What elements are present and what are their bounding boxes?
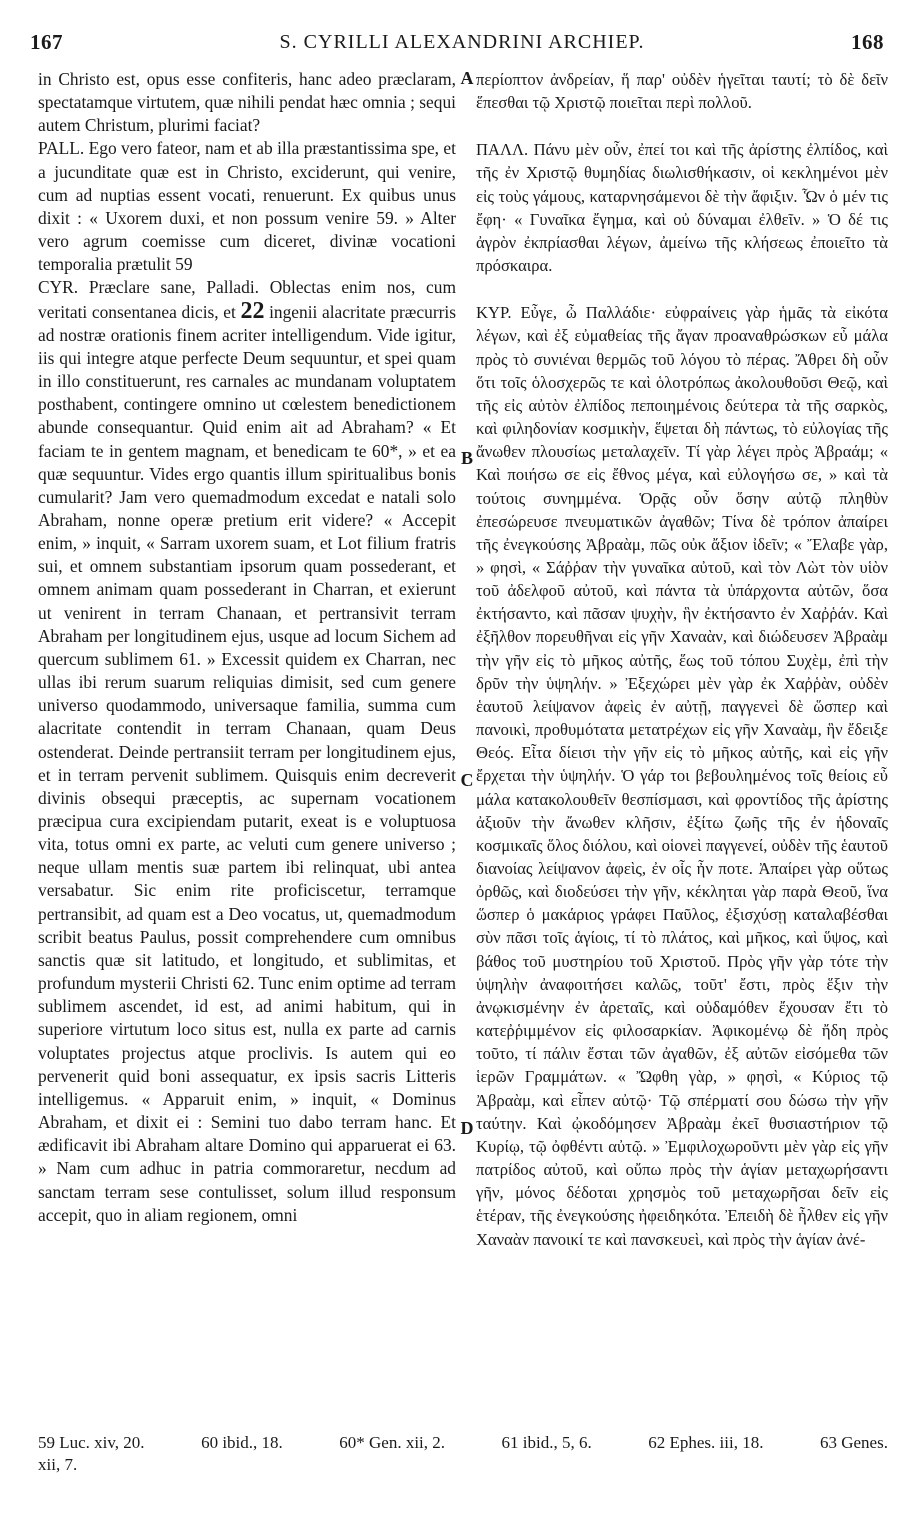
footnote-63: 63 Genes. — [819, 1433, 888, 1452]
page-number-right: 168 — [851, 30, 884, 54]
footnote-59: 59 Luc. xiv, 20. — [38, 1433, 145, 1452]
latin-paragraph-2: PALL. Ego vero fateor, nam et ab illa præstantissima spe, et a jucunditate quæ est in Christo, exciderunt, qui venire, cum ad nuptias essent vocati, renuerunt. Ex quibus unus dixit : « Uxorem duxi, et non possum venire 59. » Alter vero agrum coemisse cum diceret, divinæ vocationi temporalia prætulit 59 — [38, 138, 456, 275]
latin-paragraph-3 — [38, 276, 456, 1226]
margin-letter-d: D — [460, 1118, 474, 1138]
footnote-line-2: xii, 7. — [38, 1455, 78, 1474]
footnote-60-star: 60* Gen. xii, 2. — [339, 1433, 446, 1452]
footnote-60: 60 ibid., 18. — [201, 1433, 283, 1452]
footnote-61: 61 ibid., 5, 6. — [501, 1433, 592, 1452]
greek-paragraph-2: ΠΑΛΛ. Πάνυ μὲν οὖν, ἐπεί τοι καὶ τῆς ἀρίστης ἐλπίδος, καὶ τῆς ἐν Χριστῷ θυμηδίας διωλισθήκασιν, οἱ κεκλημένοι μὲν εἰς τοὺς γάμους, καταρνησάμενοι δὲ τὴν ἄφιξιν. Ὧν ὁ μέν τις ἔφη· « Γυναῖκα ἔγημα, καὶ οὐ δύναμαι ἐλθεῖν. » Ὁ δέ τις ἀγρὸν ἐκπρίασθαι λέγων, ἀμείνω τῆς κλήσεως ἐποιεῖτο τὰ πρόσκαιρα. — [476, 140, 888, 276]
margin-letter-a: A — [460, 68, 474, 88]
footnote-line-1 — [38, 1432, 888, 1454]
greek-column — [476, 68, 888, 1251]
footnotes — [38, 1432, 888, 1476]
page-number-left: 167 — [30, 30, 63, 54]
greek-paragraph-1: περίοπτον ἀνδρείαν, ἥ παρ' οὐδὲν ἡγεῖται ταυτί; τὸ δὲ δεῖν ἕπεσθαι τῷ Χριστῷ ποιεῖται περὶ πολλοῦ. — [476, 70, 888, 113]
column-number: 22 — [240, 297, 265, 324]
footnote-62: 62 Ephes. iii, 18. — [648, 1433, 764, 1452]
latin-paragraph-1: in Christo est, opus esse confiteris, hanc adeo præclaram, spectatamque virtutem, quæ nihili pendat hæc omnia ; sequi autem Christum, plurimi faciat? — [38, 69, 456, 136]
margin-letter-b: B — [460, 448, 473, 468]
greek-paragraph-3: ΚΥΡ. Εὖγε, ὦ Παλλάδιε· εὐφραίνεις γὰρ ἡμᾶς τὰ εἰκότα λέγων, καὶ ἐξ εὐμαθείας τῆς ἄγαν προαναθρώσκων εὖ μάλα πρὸς τὸ συνιέναι θερμῶς τοῦ λόγου τὸ πέρας. Ἄθρει δὴ οὖν ὅτι τοῖς ὁλοσχερῶς τε καὶ ὁλοτρόπως ἀκολουθοῦσι Θεῷ, καὶ τῆς εἰς αὐτὸν ἐλπίδος πεποιημένοις δεύτερα τὰ τῆς σαρκὸς, καὶ φιληδονίαν κοσμικὴν, ἕψεται δὴ πάντως, τὸ εὐλογίας τῆς ἄνωθεν πλουσίως μεταλαχεῖν. Τί γὰρ λέγει πρὸς Ἀβραάμ; « Καὶ ποιήσω σε εἰς ἔθνος μέγα, καὶ εὐλογήσω σε, » καὶ τὰ τούτοις συνημμένα. Ὁρᾷς οὖν ὅσην αὐτῷ πληθὺν ἐπεσώρευσε πνευματικῶν ἀγαθῶν; Τίνα δὲ τρόπον ἀπαίρει τῆς ἐνεγκούσης Ἀβραὰμ, πῶς οὐκ ἄξιον ἰδεῖν; « Ἔλαβε γὰρ, » φησὶ, « Σάῤῥαν τὴν γυναῖκα αὐτοῦ, καὶ τὸν Λὼτ τὸν υἱὸν τοῦ ἀδελφοῦ αὐτοῦ, καὶ πάντα τὰ ὑπάρχοντα αὐτῶν, ὅσα ἐκτήσαντο, καὶ πᾶσαν ψυχὴν, ἣν ἐκτήσαντο ἐν Χαῤῥάν. Καὶ ἐξῆλθον πορευθῆναι εἰς γῆν Χαναὰν, καὶ διώδευσεν Ἀβραὰμ τὴν γῆν εἰς τὸ μῆκος αὐτῆς, ἕως τοῦ τόπου Συχὲμ, ἐπὶ τὴν δρῦν τὴν ὑψηλήν. » Ἐξεχώρει μὲν γὰρ ἐκ Χαῤῥὰν, οὐδὲν ἑαυτοῦ λείψανον ἀφεὶς ἐν αὐτῇ, παγγενεὶ δὲ ὥσπερ καὶ πανοικὶ, προθυμότατα μετατρέχων εἰς γῆν Χαναὰμ, ἣν ἔδειξε Θεός. Εἶτα δίεισι τὴν γῆν εἰς τὸ μῆκος αὐτῆς, καὶ εἰς γῆν ἔρχεται τὴν ὑψηλήν. Ὁ γάρ τοι βεβουλημένος τοῖς θείοις εὖ μάλα κατακολουθεῖν θεσπίσμασι, καὶ φροντίδος τῆς ἀρίστης ἀξιοῦν τὴν ἄνωθεν κλῆσιν, ἐξίτω ζωῆς τῆς ἐν ἡδοναῖς κοσμικαῖς ὅλος διόλου, καὶ οἱονεὶ παγγενεί, οὐδὲν τῆς ἑαυτοῦ διανοίας λείψανον ἀφεὶς, ἐν οἷς ἦν ποτε. Ἀπαίρει γὰρ οὕτως ὀρθῶς, καὶ διοδεύσει τὴν γῆν, κέκληται γὰρ παρὰ Θεοῦ, ἵνα ὥσπερ ὁ μακάριος γράφει Παῦλος, ἐξισχύσῃ καταλαβέσθαι σὺν πᾶσι τοῖς ἁγίοις, τί τὸ πλάτος, καὶ μῆκος, καὶ ὕψος, καὶ βάθος τοῦ μυστηρίου τοῦ Χριστοῦ. Πρὸς γῆν γὰρ τότε τὴν ὑψηλὴν ἀναφοιτήσει καλῶς, τοῦτ' ἔστι, πρὸς ἕξιν τὴν ἀνῳκισμένην ἐν ἀρεταῖς, καὶ οὐδαμόθεν ἔχουσαν ἔτι τὸ κατεῤῥιμμένον εἰς φιλοσαρκίαν. Ἀφικομένῳ δὲ ἤδη πρὸς τοῦτο, τί πάλιν ἔσται τῶν ἀγαθῶν, ἐξ αὐτῶν εἰσόμεθα τῶν ἱερῶν Γραμμάτων. « Ὤφθη γὰρ, » φησὶ, « Κύριος τῷ Ἀβραὰμ, καὶ εἶπεν αὐτῷ· Τῷ σπέρματί σου δώσω τὴν γῆν ταύτην. Καὶ ᾠκοδόμησεν Ἀβραὰμ ἐκεῖ θυσιαστήριον τῷ Κυρίῳ, τῷ ὀφθέντι αὐτῷ. » Ἐμφιλοχωροῦντι μὲν γὰρ εἰς γῆν πατρίδος αὐτοῦ, καὶ οὔπω πρὸς τὴν ἁγίαν μεταχωρήσαντι γῆν, μόνος δέδοται χρησμὸς τοῦ μεταχωρῆσαι δεῖν εἰς ἑτέραν, τῆς ἐνεγκούσης ἠφειδηκότα. Ἐπειδὴ δὲ ἦλθεν εἰς γῆν Χαναὰν πανοικί τε καὶ πανσκευεὶ, καὶ πρὸς τὴν ἁγίαν ἀνέ- — [476, 303, 888, 1249]
running-title: S. CYRILLI ALEXANDRINI ARCHIEP. — [279, 31, 645, 53]
latin-column — [38, 68, 456, 1227]
margin-letter-c: C — [460, 770, 474, 790]
latin-paragraph-3a: CYR. Præclare sane, Palladi. Oblectas enim nos, cum veritati consentanea dicis, et — [38, 277, 456, 322]
latin-paragraph-3b: ingenii alacritate præcurris ad nostræ orationis finem acriter intelligendum. Vide igitur, iis qui integre atque perfecte Deum sequuntur, et spei quam in illo constituerunt, res carnales ac mundanam voluptatem posthabent, contingere omnino ut cœlestem benedictionem abunde consequantur. Quid enim ait ad Abraham? « Et faciam te in gentem magnam, et benedicam te 60*, » et ea quæ sequuntur. Vides ergo quantis illum spiritualibus bonis cumularit? Jam vero quemadmodum excedat e natali solo Abraham, nonne operæ pretium erit videre? « Accepit enim, » inquit, « Sarram uxorem suam, et Lot filium fratris sui, et omnem substantiam ipsorum quam possederant, et omnem animam quam possederant in Charran, et exierunt ut venirent in terram Chanaan, et pertransivit terram Abraham per longitudinem ejus, usque ad locum Sichem ad quercum sublimem 61. » Excessit quidem ex Charran, nec ullas ibi rerum suarum reliquias dimisit, sed cum genere universo quodammodo, universaque familia, summa cum alacritate contendit in terram Chanaan, quam Deus ostenderat. Deinde pertransiit terram per longitudinem ejus, et in terram pervenit sublimem. Quisquis enim decreverit divinis obsequi præceptis, ac supernam vocationem præcipua cura excipiendam putarit, exeat is e voluptuosa vita, totus omni ex parte, ac veluti cum genere universo ; neque ullam mentis suæ partem ibi relinquat, ubi antea versabatur. Sic enim rite proficiscetur, terramque pertransibit, ad quam est a Deo vocatus, ut, quemadmodum scribit beatus Paulus, possit comprehendere cum omnibus sanctis quæ sit latitudo, et longitudo, et sublimitas, et profundum mysterii Christi 62. Tunc enim optime ad terram sublimem ascendet, id est, ad animi habitum, qui in superiore virtutum loco situs est, nulla ex parte ad carnis voluptates projectus atque proclivis. Is autem qui eo pervenerit quid boni assequatur, ex ipsis sacris Litteris intelligemus. « Apparuit enim, » inquit, « Dominus Abraham, et dixit ei : Semini tuo dabo terram hanc. Et ædificavit ibi Abraham altare Domino qui apparuerat ei 63. » Nam cum adhuc in patria commoraretur, necdum ad sanctam terram sese contulisset, solum illud responsum accepit, quo in aliam regionem, omni — [38, 301, 457, 1225]
